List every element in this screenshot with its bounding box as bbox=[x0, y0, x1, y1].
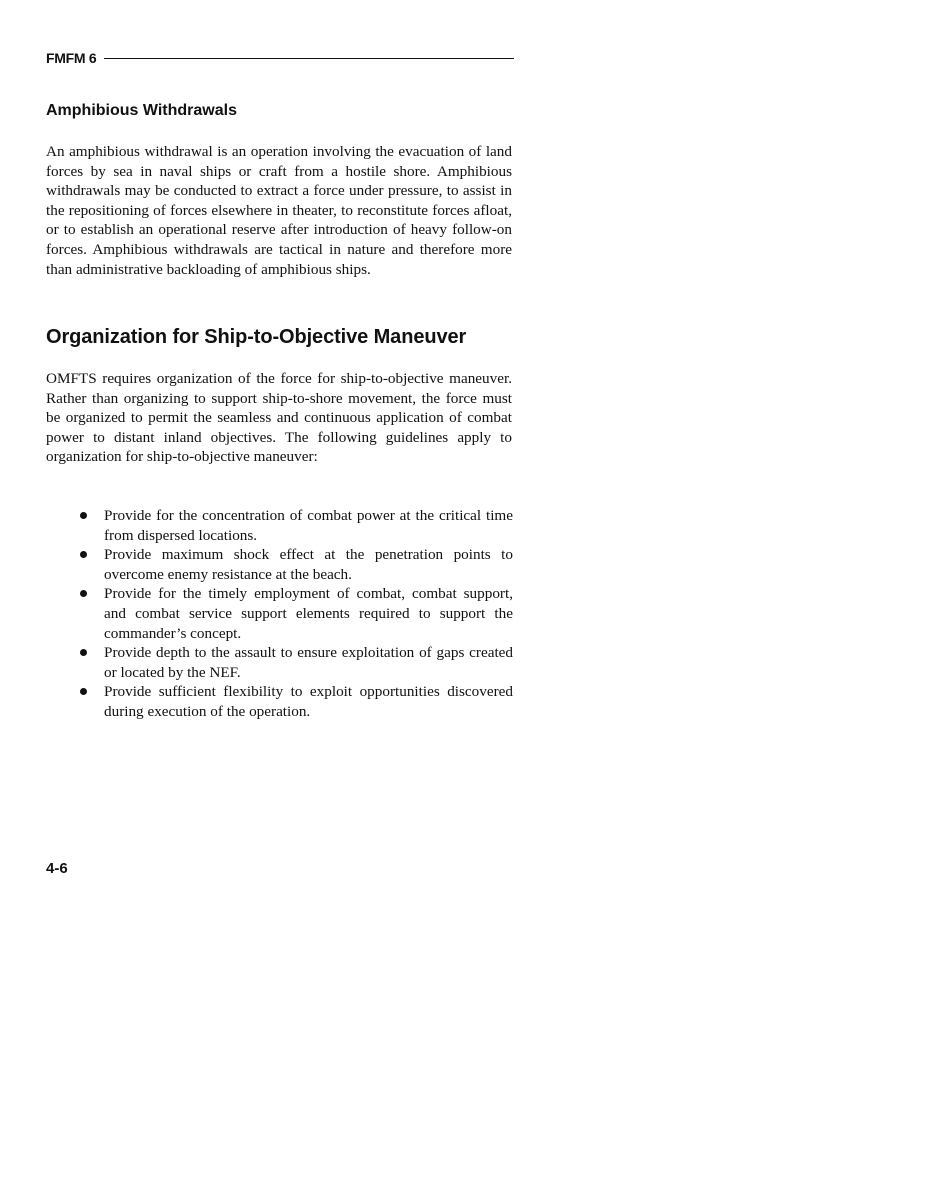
list-item-text: Provide for the timely employment of combat, combat support, and combat service support elements required to support the commander’s concept. bbox=[104, 585, 513, 642]
section-organization bbox=[46, 324, 512, 350]
bullet-icon bbox=[80, 649, 87, 656]
organization-paragraph-block bbox=[46, 369, 512, 467]
list-item-text: Provide sufficient flexibility to exploit opportunities discovered during execution of the operation. bbox=[104, 683, 513, 720]
section-heading-withdrawals: Amphibious Withdrawals bbox=[46, 102, 237, 119]
bullet-icon bbox=[80, 688, 87, 695]
withdrawals-paragraph-block bbox=[46, 142, 512, 279]
section-heading-organization: Organization for Ship-to-Objective Maneuver bbox=[46, 326, 467, 348]
bullet-icon bbox=[80, 512, 87, 519]
list-item bbox=[76, 643, 513, 682]
list-item bbox=[76, 506, 513, 545]
withdrawals-paragraph: An amphibious withdrawal is an operation involving the evacuation of land forces by sea in naval ships or craft from a hostile shore. Amphibious withdrawals may be conducted to extract a force under pressure, to assist in the repositioning of forces elsewhere in theater, to reconstitute forces afloat, or to establish an operational reserve after introduction of heavy follow-on forces. Amphibious withdrawals are tactical in nature and therefore more than administrative backloading of amphibious ships. bbox=[46, 143, 512, 278]
bullet-icon bbox=[80, 551, 87, 558]
list-item bbox=[76, 682, 513, 721]
list-item bbox=[76, 584, 513, 643]
list-item-text: Provide depth to the assault to ensure exploitation of gaps created or located by the NEF. bbox=[104, 644, 513, 681]
list-item-text: Provide for the concentration of combat power at the critical time from dispersed locations. bbox=[104, 507, 513, 544]
page-number: 4-6 bbox=[46, 860, 68, 877]
running-head-label: FMFM 6 bbox=[46, 50, 97, 66]
list-item-text: Provide maximum shock effect at the penetration points to overcome enemy resistance at the beach. bbox=[104, 546, 513, 583]
list-item bbox=[76, 545, 513, 584]
section-amphibious-withdrawals bbox=[46, 101, 512, 121]
header-rule bbox=[104, 58, 514, 59]
guidelines-list bbox=[76, 506, 513, 722]
running-head bbox=[46, 48, 514, 68]
bullet-icon bbox=[80, 590, 87, 597]
organization-paragraph: OMFTS requires organization of the force for ship-to-objective maneuver. Rather than organizing to support ship-to-shore movement, the force must be organized to permit the seamless and continuous application of combat power to distant inland objectives. The following guidelines apply to organization for ship-to-objective maneuver: bbox=[46, 370, 512, 466]
